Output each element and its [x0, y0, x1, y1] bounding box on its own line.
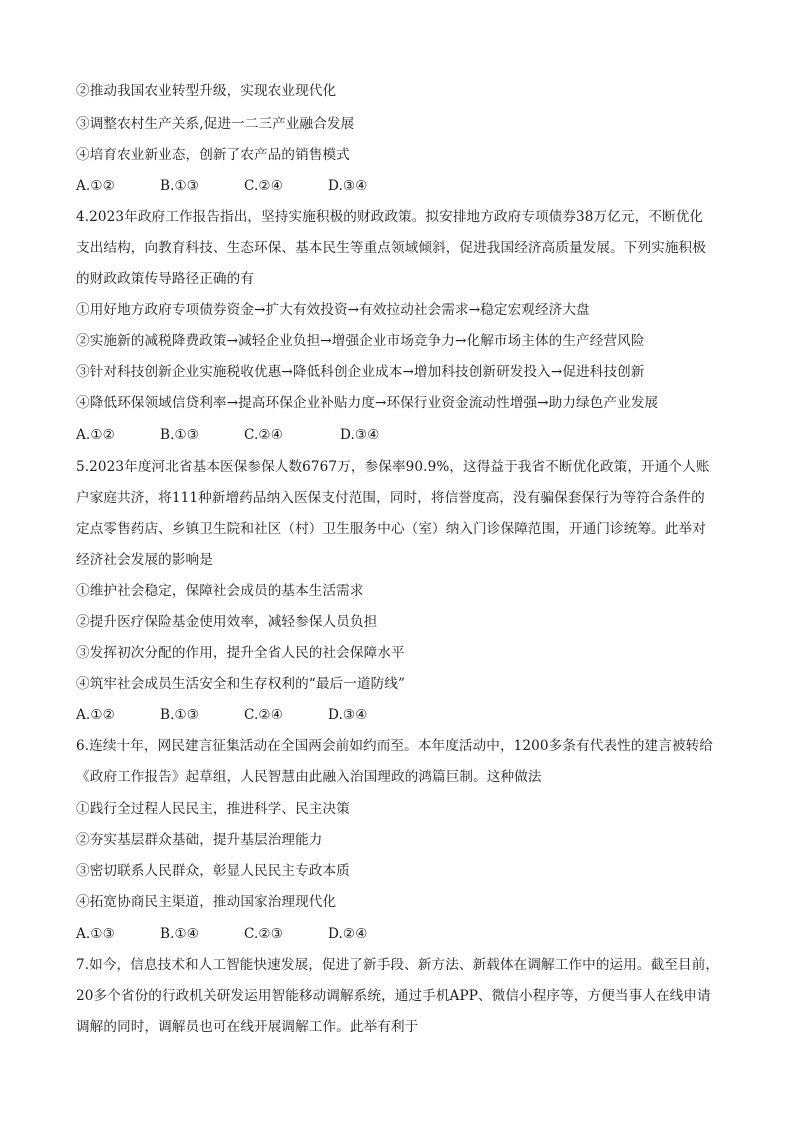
q4-item-4: ④降低环保领域信贷利率→提高环保企业补贴力度→环保行业资金流动性增强→助力绿色产业发展 — [76, 395, 659, 411]
q3-item-3: ③调整农村生产关系,促进一二三产业融合发展 — [76, 116, 355, 132]
q4-item-1: ①用好地方政府专项债券资金→扩大有效投资→有效拉动社会需求→稳定宏观经济大盘 — [76, 302, 590, 318]
q5-item-3: ③发挥初次分配的作用，提升全省人民的社会保障水平 — [76, 645, 405, 661]
q7-stem-line-2: 20多个省份的行政机关研发运用智能移动调解系统，通过手机APP、微信小程序等，方便当事人在线申请 — [76, 988, 711, 1004]
q6-item-3: ③密切联系人民群众，彰显人民民主专政本质 — [76, 863, 350, 879]
q6-option-a: A.①③ — [76, 926, 115, 942]
q6-item-2: ②夯实基层群众基础，提升基层治理能力 — [76, 832, 323, 848]
q4-item-2: ②实施新的减税降费政策→减轻企业负担→增强企业市场竞争力→化解市场主体的生产经营风险 — [76, 333, 645, 349]
q6-option-d: D.②④ — [328, 926, 368, 942]
q3-option-a: A.①② — [76, 178, 115, 194]
q3-item-4: ④培育农业新业态，创新了农产品的销售模式 — [76, 147, 350, 163]
q5-item-1: ①维护社会稳定，保障社会成员的基本生活需求 — [76, 583, 364, 599]
q5-stem-line-4: 经济社会发展的影响是 — [76, 552, 213, 568]
q4-option-b: B.①③ — [160, 427, 200, 443]
q5-option-d: D.③④ — [328, 707, 368, 723]
q4-item-3: ③针对科技创新企业实施税收优惠→降低科创企业成本→增加科技创新研发投入→促进科技创新 — [76, 364, 645, 380]
q4-option-a: A.①② — [76, 427, 115, 443]
q5-option-c: C.②④ — [244, 707, 284, 723]
q6-item-4: ④拓宽协商民主渠道，推动国家治理现代化 — [76, 894, 337, 910]
q3-option-d: D.③④ — [328, 178, 368, 194]
q7-stem-line-1: 7.如今，信息技术和人工智能快速发展，促进了新手段、新方法、新载体在调解工作中的运用。截至目前， — [76, 957, 720, 973]
q5-item-2: ②提升医疗保险基金使用效率，减轻参保人员负担 — [76, 614, 378, 630]
q4-option-d: D.③④ — [340, 427, 380, 443]
q4-options — [76, 426, 726, 444]
q6-options — [76, 925, 726, 943]
q5-item-4: ④筑牢社会成员生活安全和生存权利的“最后一道防线” — [76, 676, 406, 692]
q4-stem-line-2: 支出结构，向教育科技、生态环保、基本民生等重点领域倾斜，促进我国经济高质量发展。下列实施积极 — [76, 240, 706, 256]
q7-stem-line-3: 调解的同时，调解员也可在线开展调解工作。此举有利于 — [76, 1019, 419, 1035]
q6-stem-line-2: 《政府工作报告》起草组，人民智慧由此融入治国理政的鸿篇巨制。这种做法 — [76, 769, 542, 785]
q5-option-b: B.①③ — [160, 707, 200, 723]
q4-stem-line-3: 的财政政策传导路径正确的有 — [76, 271, 255, 287]
q6-option-b: B.①④ — [160, 926, 200, 942]
q5-stem-line-2: 户家庭共济，将111种新增药品纳入医保支付范围，同时，将信誉度高，没有骗保套保行为等符合条件的 — [76, 490, 705, 506]
q6-stem-line-1: 6.连续十年，网民建言征集活动在全国两会前如约而至。本年度活动中，1200多条有代表性的建言被转给 — [76, 738, 713, 754]
q4-option-c: C.②④ — [244, 427, 284, 443]
q4-stem-line-1: 4.2023年政府工作报告指出，坚持实施积极的财政政策。拟安排地方政府专项债券38万亿元，不断优化 — [76, 209, 704, 225]
q3-option-c: C.②④ — [244, 178, 284, 194]
q3-option-b: B.①③ — [160, 178, 200, 194]
q3-options — [76, 177, 726, 195]
q5-option-a: A.①② — [76, 707, 115, 723]
q5-stem-line-3: 定点零售药店、乡镇卫生院和社区（村）卫生服务中心（室）纳入门诊保障范围，开通门诊统筹。此举对 — [76, 521, 706, 537]
q3-item-2: ②推动我国农业转型升级，实现农业现代化 — [76, 83, 337, 99]
q6-option-c: C.②③ — [244, 926, 284, 942]
q6-item-1: ①践行全过程人民民主，推进科学、民主决策 — [76, 801, 350, 817]
q5-stem-line-1: 5.2023年度河北省基本医保参保人数6767万，参保率90.9%，这得益于我省不断优化政策，开通个人账 — [76, 459, 710, 475]
q5-options — [76, 706, 726, 724]
